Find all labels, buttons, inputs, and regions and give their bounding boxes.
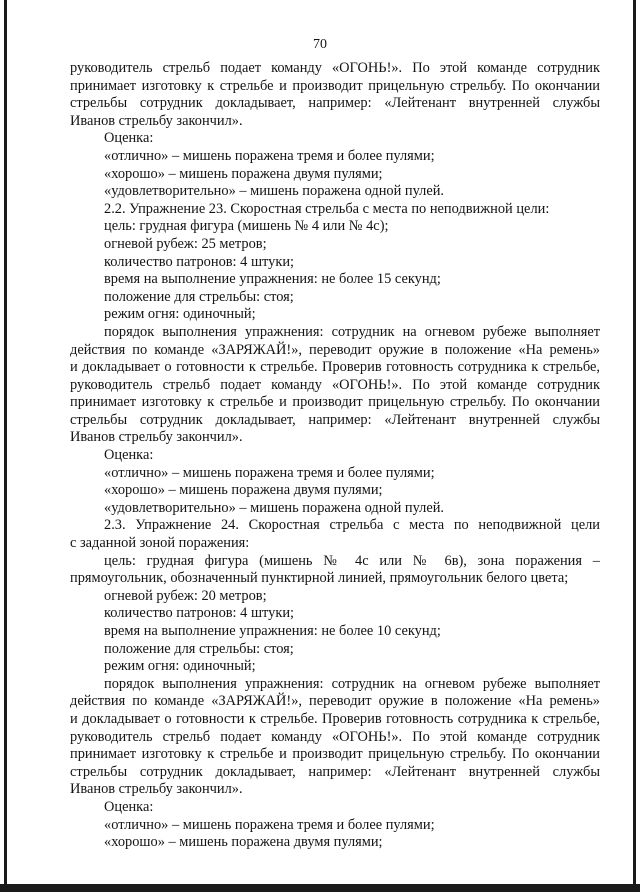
text-line: и докладывает о готовности к стрельбе. Проверив готовность сотрудника к стрельбе, [70, 359, 600, 376]
text-line: порядок выполнения упражнения: сотрудник на огневом рубеже выполняет [104, 323, 600, 340]
text-line: время на выполнение упражнения: не более 10 секунд; [104, 623, 441, 639]
text-line: Иванов стрельбу закончил». [70, 429, 243, 446]
text-line: принимает изготовку к стрельбе и производит прицельную стрельбу. По окончании [70, 394, 600, 411]
text-line: положение для стрельбы: стоя; [104, 288, 294, 305]
text-line: количество патронов: 4 штуки; [104, 605, 295, 622]
text-line: стрельбы сотрудник докладывает, например: «Лейтенант внутренней службы [70, 411, 600, 428]
text-line: стрельбы сотрудник докладывает, например: «Лейтенант внутренней службы [70, 95, 600, 112]
text-line: с заданной зоной поражения: [70, 535, 250, 552]
text-line: «хорошо» – мишень поражена двумя пулями; [104, 482, 383, 499]
text-line: «удовлетворительно» – мишень поражена одной пулей. [104, 183, 445, 200]
text-line: «хорошо» – мишень поражена двумя пулями; [104, 834, 383, 851]
text-line: порядок выполнения упражнения: сотрудник на огневом рубеже выполняет [104, 675, 600, 692]
scan-border-left [4, 0, 7, 892]
text-line: огневой рубеж: 25 метров; [104, 235, 267, 252]
text-line: «отлично» – мишень поражена тремя и более пулями; [104, 147, 435, 164]
text-line: действия по команде «ЗАРЯЖАЙ!», переводит оружие в положение «На ремень» [70, 693, 600, 710]
text-line: Иванов стрельбу закончил». [70, 112, 243, 129]
text-line: режим огня: одиночный; [104, 658, 256, 675]
text-line: руководитель стрельб подает команду «ОГОНЬ!». По этой команде сотрудник [70, 376, 600, 393]
text-line: руководитель стрельб подает команду «ОГОНЬ!». По этой команде сотрудник [70, 60, 600, 76]
scan-border-bottom [0, 884, 640, 892]
text-line: «хорошо» – мишень поражена двумя пулями; [104, 165, 383, 182]
text-line: «удовлетворительно» – мишень поражена одной пулей. [104, 499, 445, 516]
text-line: цель: грудная фигура (мишень № 4 или № 4с); [104, 218, 389, 235]
text-line: «отлично» – мишень поражена тремя и более пулями; [104, 816, 435, 833]
page-number: 70 [313, 37, 327, 52]
text-line: положение для стрельбы: стоя; [104, 640, 294, 657]
text-line: прямоугольник, обозначенный пунктирной линией, прямоугольник белого цвета; [70, 570, 569, 587]
text-line: Оценка: [104, 130, 154, 147]
text-line: время на выполнение упражнения: не более 15 секунд; [104, 271, 441, 288]
text-line: принимает изготовку к стрельбе и производит прицельную стрельбу. По окончании [70, 746, 600, 763]
text-line: огневой рубеж: 20 метров; [104, 587, 267, 604]
text-line: и докладывает о готовности к стрельбе. Проверив готовность сотрудника к стрельбе, [70, 710, 600, 727]
text-line: руководитель стрельб подает команду «ОГОНЬ!». По этой команде сотрудник [70, 728, 600, 745]
document-body [70, 60, 600, 852]
text-line: «отлично» – мишень поражена тремя и более пулями; [104, 464, 435, 481]
text-line: стрельбы сотрудник докладывает, например: «Лейтенант внутренней службы [70, 763, 600, 780]
text-line: 2.3. Упражнение 24. Скоростная стрельба с места по неподвижной цели [104, 517, 600, 534]
text-line: цель: грудная фигура (мишень № 4с или № 6в), зона поражения – [104, 552, 600, 569]
text-line: принимает изготовку к стрельбе и производит прицельную стрельбу. По окончании [70, 77, 600, 94]
text-line: количество патронов: 4 штуки; [104, 253, 295, 270]
text-line: Иванов стрельбу закончил». [70, 781, 243, 798]
text-line: режим огня: одиночный; [104, 306, 256, 323]
text-line: Оценка: [104, 447, 154, 464]
text-line: 2.2. Упражнение 23. Скоростная стрельба с места по неподвижной цели: [104, 200, 550, 217]
text-line: действия по команде «ЗАРЯЖАЙ!», переводит оружие в положение «На ремень» [70, 341, 600, 358]
text-line: Оценка: [104, 798, 154, 815]
scan-border-right [633, 0, 636, 892]
